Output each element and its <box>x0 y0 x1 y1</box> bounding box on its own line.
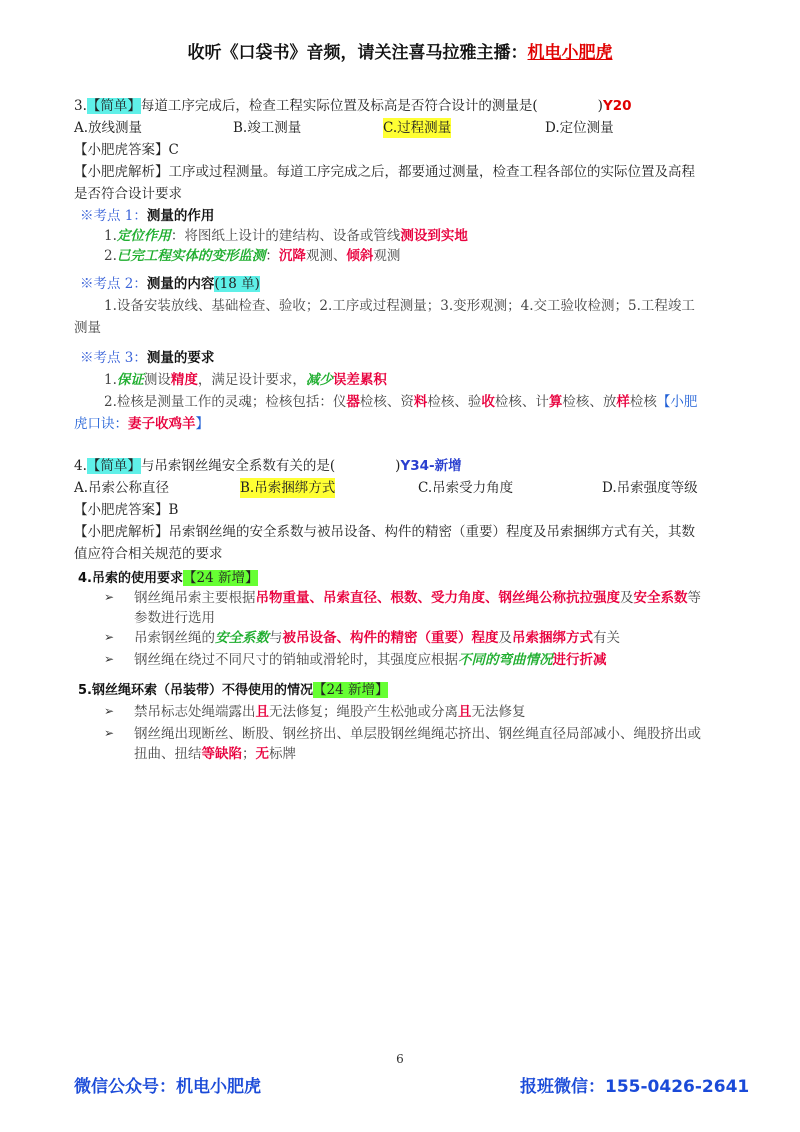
kp3-item2-r1: 器 <box>346 394 360 410</box>
s5-b1-a: 禁吊标志处绳端露出 <box>134 704 256 720</box>
kp1-item1-num: 1. <box>104 228 117 244</box>
q4-option-a: A.吊索公称直径 <box>74 480 170 496</box>
q3-stem-text: 每道工序完成后，检查工程实际位置及标高是否符合设计的测量是( <box>140 98 538 114</box>
header-prefix: 收听《口袋书》音频，请关注喜马拉雅主播： <box>187 43 528 63</box>
s5-b2-red2: 无 <box>255 746 269 762</box>
kp3-item2-c: 检核、验 <box>427 394 482 410</box>
kp3-item2-a: 2.检核是测量工作的灵魂；检核包括：仪 <box>104 394 347 410</box>
kp2-line1: 1.设备安装放线、基础检查、验收；2.工序或过程测量；3.变形观测；4.交工验收检测；5.工程竣工 <box>104 298 695 314</box>
kp2-badge: (18 单) <box>214 276 260 292</box>
q3-answer: 【小肥虎答案】C <box>74 142 179 158</box>
kp2-line2: 测量 <box>74 320 101 336</box>
s5-b2-a: 扭曲、扭结 <box>134 746 202 762</box>
page-header <box>0 38 800 63</box>
s5-b1-c: 无法修复 <box>471 704 526 720</box>
kp3-item2-e: 检核、放 <box>562 394 617 410</box>
s4-bullet1-arrow-icon: ➢ <box>104 590 115 604</box>
header-brand-link[interactable]: 机电小肥虎 <box>527 43 613 63</box>
s4-b1-c: 等 <box>687 590 701 606</box>
kp1-item1-red: 测设到实地 <box>400 228 468 244</box>
kp1-item2-text2: 观测 <box>373 248 401 264</box>
s4-b1-b: 及 <box>620 590 634 606</box>
q3-blank-close: ) <box>597 98 603 114</box>
kp1-item1-em: 定位作用 <box>116 228 171 244</box>
s4-heading <box>78 568 258 589</box>
q3-difficulty-tag: 【简单】 <box>86 98 141 114</box>
q4-option-c: C.吊索受力角度 <box>418 480 514 496</box>
kp3-heading <box>80 348 214 368</box>
kp3-item1-text2: ，满足设计要求， <box>197 372 306 388</box>
s4-title: 4.吊索的使用要求 <box>78 571 183 586</box>
kp3-item2-r3: 收 <box>481 394 495 410</box>
kp3-mnemonic-open: 【小肥 <box>656 394 698 410</box>
s4-badge: 【24 新增】 <box>182 570 259 586</box>
kp3-mnemonic-close: 】 <box>195 416 209 432</box>
kp3-title: 测量的要求 <box>146 350 215 366</box>
kp3-item1-green2: 减少 <box>305 372 333 388</box>
kp1-item2-red1: 沉降 <box>278 248 306 264</box>
q4-answer: 【小肥虎答案】B <box>74 502 179 518</box>
s5-bullet2-arrow-icon: ➢ <box>104 726 115 740</box>
kp3-item2-d: 检核、计 <box>494 394 549 410</box>
s4-b3-a: 钢丝绳在绕过不同尺寸的销轴或滑轮时，其强度应根据 <box>134 652 458 668</box>
s5-b2-c: 标牌 <box>269 746 296 762</box>
s5-heading <box>78 680 388 701</box>
q4-analysis-line2: 值应符合相关规范的要求 <box>74 546 223 562</box>
kp3-label: ※考点 3： <box>80 350 147 366</box>
kp3-item2-b: 检核、资 <box>359 394 414 410</box>
s4-bullet2-arrow-icon: ➢ <box>104 630 115 644</box>
kp1-item2-num: 2. <box>104 248 117 264</box>
q4-code: Y34-新增 <box>400 458 462 474</box>
kp1-label: ※考点 1： <box>80 208 147 224</box>
kp3-item1-num: 1. <box>104 372 117 388</box>
s4-bullet1 <box>134 588 701 608</box>
kp3-item1-green1: 保证 <box>116 372 144 388</box>
kp3-item1-red1: 精度 <box>170 372 198 388</box>
s5-badge: 【24 新增】 <box>312 682 389 698</box>
s4-bullet2 <box>134 628 620 648</box>
q3-option-c: C.过程测量 <box>383 120 452 136</box>
kp1-heading <box>80 206 214 226</box>
kp3-mnemonic-label: 虎口诀： <box>74 416 128 432</box>
s4-b2-b: 与 <box>269 630 283 646</box>
kp3-item2 <box>104 392 697 412</box>
s5-bullet2-line1: 钢丝绳出现断丝、断股、钢丝挤出、单层股钢丝绳绳芯挤出、钢丝绳直径局部减小、绳股挤出或 <box>134 726 701 742</box>
s4-b2-red: 被吊设备、构件的精密（重要）程度 <box>282 630 499 646</box>
s4-bullet1-line2: 参数进行选用 <box>134 610 215 626</box>
kp2-heading <box>80 274 260 294</box>
kp1-item2-red2: 倾斜 <box>346 248 374 264</box>
kp3-item1-red2: 误差累积 <box>332 372 387 388</box>
kp3-mnemonic-text: 妻子收鸡羊 <box>128 416 196 432</box>
q3-analysis-line2: 是否符合设计要求 <box>74 186 182 202</box>
footer-enroll-wechat: 报班微信：155-0426-2641 <box>520 1077 750 1097</box>
kp1-item1-text: ：将图纸上设计的建结构、设备或管线 <box>170 228 401 244</box>
kp1-item2-em: 已完工程实体的变形监测 <box>116 248 266 264</box>
q4-option-d: D.吊索强度等级 <box>602 480 698 496</box>
s4-b1-a: 钢丝绳吊索主要根据 <box>134 590 256 606</box>
kp3-mnemonic <box>74 414 209 434</box>
kp1-item1 <box>104 226 468 246</box>
q3-option-b: B.竣工测量 <box>233 120 302 136</box>
kp3-item2-r4: 算 <box>548 394 563 410</box>
kp2-title: 测量的内容 <box>146 276 215 292</box>
kp3-item2-r2: 料 <box>413 394 428 410</box>
kp1-item2-colon: ： <box>265 248 279 264</box>
s5-bullet2-line2 <box>134 744 296 764</box>
s5-b2-b: ； <box>242 746 256 762</box>
s4-b2-green: 安全系数 <box>215 630 269 646</box>
s5-bullet1 <box>134 702 526 722</box>
s4-bullet3 <box>134 650 607 670</box>
footer-wechat-account: 微信公众号：机电小肥虎 <box>74 1077 261 1097</box>
q3-stem <box>74 96 632 116</box>
s5-bullet1-arrow-icon: ➢ <box>104 704 115 718</box>
kp1-item2 <box>104 246 400 266</box>
kp1-title: 测量的作用 <box>146 208 215 224</box>
kp1-item2-text1: 观测、 <box>305 248 347 264</box>
q4-difficulty-tag: 【简单】 <box>86 458 141 474</box>
page-number: 6 <box>396 1052 404 1066</box>
s4-bullet3-arrow-icon: ➢ <box>104 652 115 666</box>
kp3-item2-r5: 样 <box>616 394 630 410</box>
kp2-label: ※考点 2： <box>80 276 147 292</box>
s4-b2-red2: 吊索捆绑方式 <box>512 630 593 646</box>
q3-analysis-line1: 【小肥虎解析】工序或过程测量。每道工序完成之后，都要通过测量，检查工程各部位的实际位置及高程 <box>74 164 695 180</box>
s4-b3-green: 不同的弯曲情况 <box>458 652 553 668</box>
q3-option-d: D.定位测量 <box>545 120 614 136</box>
q3-code: Y20 <box>602 98 632 114</box>
q4-option-b: B.吊索捆绑方式 <box>240 480 336 496</box>
s5-b1-b: 无法修复；绳股产生松弛或分离 <box>269 704 458 720</box>
kp3-item2-f: 检核 <box>629 394 657 410</box>
s4-b2-d: 有关 <box>593 630 620 646</box>
q4-stem <box>74 456 462 476</box>
s5-b2-red1: 等缺陷 <box>201 746 242 762</box>
kp3-item1 <box>104 370 387 390</box>
q3-option-a: A.放线测量 <box>74 120 143 136</box>
s5-b1-red1: 且 <box>255 704 269 720</box>
q4-analysis-line1: 【小肥虎解析】吊索钢丝绳的安全系数与被吊设备、构件的精密（重要）程度及吊索捆绑方式有关，其数 <box>74 524 695 540</box>
s4-b2-c: 及 <box>498 630 512 646</box>
s4-b2-a: 吊索钢丝绳的 <box>134 630 215 646</box>
q4-number: 4. <box>74 458 87 474</box>
s5-title: 5.钢丝绳环索（吊装带）不得使用的情况 <box>78 683 313 698</box>
s4-b1-red: 吊物重量、吊索直径、根数、受力角度、钢丝绳公称抗拉强度 <box>255 590 620 606</box>
q3-number: 3. <box>74 98 87 114</box>
s4-b1-red2: 安全系数 <box>633 590 688 606</box>
q4-blank-close: ) <box>395 458 401 474</box>
kp3-item1-text1: 测设 <box>143 372 171 388</box>
q4-stem-text: 与吊索钢丝绳安全系数有关的是( <box>140 458 336 474</box>
s5-b1-red2: 且 <box>458 704 472 720</box>
s4-b3-red: 进行折减 <box>552 652 607 668</box>
